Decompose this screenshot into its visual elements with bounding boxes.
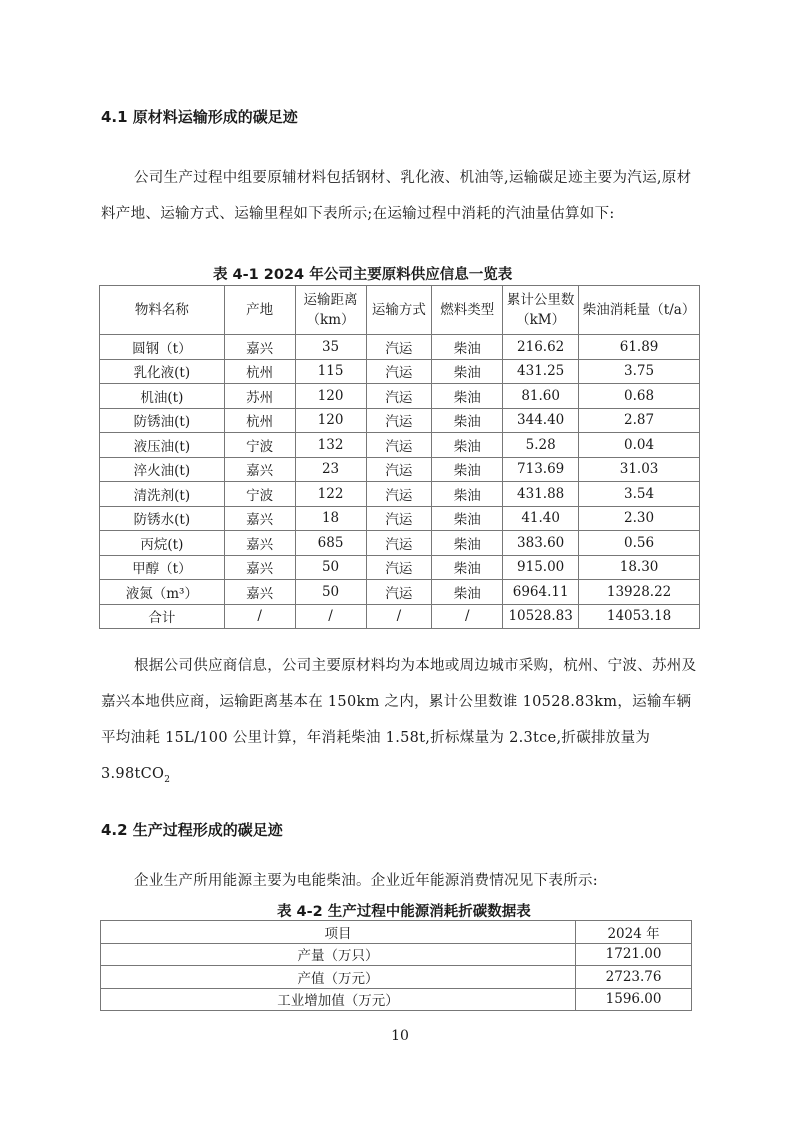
- cell-origin: 嘉兴: [224, 457, 295, 482]
- paragraph-raw-material-intro: 公司生产过程中组要原辅材料包括钢材、乳化液、机油等,运输碳足迹主要为汽运,原材料产地、运输方式、运输里程如下表所示;在运输过程中消耗的汽油量估算如下:: [101, 170, 692, 222]
- table-row: [101, 943, 692, 966]
- cell-fuel-type: 柴油: [432, 359, 503, 384]
- cell-fuel-type: 柴油: [432, 482, 503, 507]
- cell-distance: 23: [295, 457, 366, 482]
- cell-distance: 685: [295, 531, 366, 556]
- energy-consumption-table: [100, 920, 692, 1011]
- cell-diesel-consumption: 2.30: [579, 506, 700, 531]
- cell-material-name: 液压油(t): [100, 433, 225, 458]
- cell-transport-mode: 汽运: [366, 580, 432, 605]
- co2-subscript: 2: [164, 774, 171, 785]
- cell-fuel-type: 柴油: [432, 580, 503, 605]
- cell-material-name: 清洗剂(t): [100, 482, 225, 507]
- cell-fuel-type: 柴油: [432, 555, 503, 580]
- table-row: [100, 506, 700, 531]
- cell-diesel-consumption: 18.30: [579, 555, 700, 580]
- table-row: [100, 335, 700, 360]
- cell-fuel-type: 柴油: [432, 506, 503, 531]
- cell-origin: 杭州: [224, 359, 295, 384]
- cell-cumulative-km: 216.62: [503, 335, 579, 360]
- cell-diesel-consumption: 13928.22: [579, 580, 700, 605]
- raw-material-supply-table: [99, 285, 700, 629]
- table-row: [100, 359, 700, 384]
- cell-transport-mode: 汽运: [366, 335, 432, 360]
- table-total-row: [100, 604, 700, 629]
- cell-diesel-consumption: 0.04: [579, 433, 700, 458]
- header-fuel-type: 燃料类型: [432, 286, 503, 335]
- cell-origin: 嘉兴: [224, 555, 295, 580]
- header-cumulative-km: [503, 286, 579, 335]
- cell-fuel-type: 柴油: [432, 384, 503, 409]
- cell-material-name: 机油(t): [100, 384, 225, 409]
- table-row: [100, 457, 700, 482]
- cell-cumulative-km: 10528.83: [503, 604, 579, 629]
- cell-origin: 杭州: [224, 408, 295, 433]
- cell-origin: 嘉兴: [224, 335, 295, 360]
- header-transport-mode: 运输方式: [366, 286, 432, 335]
- table-row: [100, 555, 700, 580]
- table-row: [101, 966, 692, 989]
- cell-material-name: 圆钢（t）: [100, 335, 225, 360]
- cell-distance: 18: [295, 506, 366, 531]
- cell-diesel-consumption: 0.68: [579, 384, 700, 409]
- cell-fuel-type: /: [432, 604, 503, 629]
- cell-cumulative-km: 344.40: [503, 408, 579, 433]
- summary-text: 根据公司供应商信息，公司主要原材料均为本地或周边城市采购，杭州、宁波、苏州及嘉兴本地供应商，运输距离基本在 150km 之内，累计公里数谁 10528.83km，运输车辆平均油耗 15L/100 公里计算，年消耗柴油 1.58t,折标煤量为 2.3tce,折碳排放量为 3.98tCO: [101, 658, 697, 782]
- cell-diesel-consumption: 2.87: [579, 408, 700, 433]
- cell-fuel-type: 柴油: [432, 335, 503, 360]
- cell-item: 产量（万只）: [101, 943, 576, 966]
- cell-origin: /: [224, 604, 295, 629]
- cell-origin: 嘉兴: [224, 580, 295, 605]
- cell-transport-mode: /: [366, 604, 432, 629]
- table-row: [100, 531, 700, 556]
- paragraph-supplier-summary: [101, 648, 701, 798]
- header-diesel-consumption: 柴油消耗量（t/a）: [579, 286, 700, 335]
- cell-cumulative-km: 915.00: [503, 555, 579, 580]
- cell-cumulative-km: 81.60: [503, 384, 579, 409]
- cell-cumulative-km: 431.25: [503, 359, 579, 384]
- cell-material-name: 乳化液(t): [100, 359, 225, 384]
- cell-material-name: 甲醇（t）: [100, 555, 225, 580]
- header-distance-text: 运输距离（km）: [303, 292, 358, 328]
- cell-origin: 苏州: [224, 384, 295, 409]
- header-year-2024: 2024 年: [576, 921, 692, 944]
- table-row: [100, 433, 700, 458]
- cell-transport-mode: 汽运: [366, 384, 432, 409]
- cell-transport-mode: 汽运: [366, 408, 432, 433]
- section-heading-4-1: 4.1 原材料运输形成的碳足迹: [101, 108, 298, 126]
- table-4-1-caption: 表 4-1 2024 年公司主要原料供应信息一览表: [213, 267, 513, 283]
- header-cumulative-km-text: 累计公里数（kM）: [506, 292, 575, 328]
- section-heading-4-2: 4.2 生产过程形成的碳足迹: [101, 821, 283, 839]
- cell-value-2024: 1721.00: [576, 943, 692, 966]
- cell-material-name: 淬火油(t): [100, 457, 225, 482]
- cell-item: 工业增加值（万元）: [101, 988, 576, 1011]
- cell-transport-mode: 汽运: [366, 531, 432, 556]
- table-row: [100, 482, 700, 507]
- cell-cumulative-km: 383.60: [503, 531, 579, 556]
- cell-distance: 115: [295, 359, 366, 384]
- cell-transport-mode: 汽运: [366, 433, 432, 458]
- cell-distance: 120: [295, 384, 366, 409]
- header-material-name: 物料名称: [100, 286, 225, 335]
- cell-material-name: 丙烷(t): [100, 531, 225, 556]
- cell-diesel-consumption: 3.75: [579, 359, 700, 384]
- cell-material-name: 液氮（m³）: [100, 580, 225, 605]
- cell-distance: 120: [295, 408, 366, 433]
- cell-origin: 嘉兴: [224, 531, 295, 556]
- cell-cumulative-km: 713.69: [503, 457, 579, 482]
- cell-distance: 122: [295, 482, 366, 507]
- cell-diesel-consumption: 3.54: [579, 482, 700, 507]
- cell-fuel-type: 柴油: [432, 457, 503, 482]
- cell-distance: /: [295, 604, 366, 629]
- cell-diesel-consumption: 14053.18: [579, 604, 700, 629]
- header-item: 项目: [101, 921, 576, 944]
- header-distance: [295, 286, 366, 335]
- cell-transport-mode: 汽运: [366, 482, 432, 507]
- cell-transport-mode: 汽运: [366, 359, 432, 384]
- cell-material-name: 防锈油(t): [100, 408, 225, 433]
- table-4-2-caption: 表 4-2 生产过程中能源消耗折碳数据表: [277, 904, 531, 920]
- table-row: [100, 384, 700, 409]
- paragraph-energy-intro: 企业生产所用能源主要为电能柴油。企业近年能源消费情况见下表所示:: [134, 873, 598, 889]
- cell-diesel-consumption: 61.89: [579, 335, 700, 360]
- page-number: 10: [391, 1028, 409, 1044]
- cell-material-name: 合计: [100, 604, 225, 629]
- cell-value-2024: 1596.00: [576, 988, 692, 1011]
- table-header-row: [100, 286, 700, 335]
- cell-distance: 50: [295, 580, 366, 605]
- cell-origin: 嘉兴: [224, 506, 295, 531]
- cell-transport-mode: 汽运: [366, 506, 432, 531]
- cell-material-name: 防锈水(t): [100, 506, 225, 531]
- cell-cumulative-km: 431.88: [503, 482, 579, 507]
- cell-value-2024: 2723.76: [576, 966, 692, 989]
- cell-origin: 宁波: [224, 433, 295, 458]
- cell-cumulative-km: 41.40: [503, 506, 579, 531]
- table-row: [101, 988, 692, 1011]
- cell-distance: 50: [295, 555, 366, 580]
- header-origin: 产地: [224, 286, 295, 335]
- cell-diesel-consumption: 0.56: [579, 531, 700, 556]
- table-header-row: [101, 921, 692, 944]
- table-row: [100, 580, 700, 605]
- cell-origin: 宁波: [224, 482, 295, 507]
- cell-transport-mode: 汽运: [366, 555, 432, 580]
- cell-distance: 132: [295, 433, 366, 458]
- cell-cumulative-km: 6964.11: [503, 580, 579, 605]
- cell-fuel-type: 柴油: [432, 433, 503, 458]
- cell-transport-mode: 汽运: [366, 457, 432, 482]
- cell-cumulative-km: 5.28: [503, 433, 579, 458]
- cell-item: 产值（万元）: [101, 966, 576, 989]
- cell-fuel-type: 柴油: [432, 408, 503, 433]
- cell-diesel-consumption: 31.03: [579, 457, 700, 482]
- table-row: [100, 408, 700, 433]
- cell-distance: 35: [295, 335, 366, 360]
- cell-fuel-type: 柴油: [432, 531, 503, 556]
